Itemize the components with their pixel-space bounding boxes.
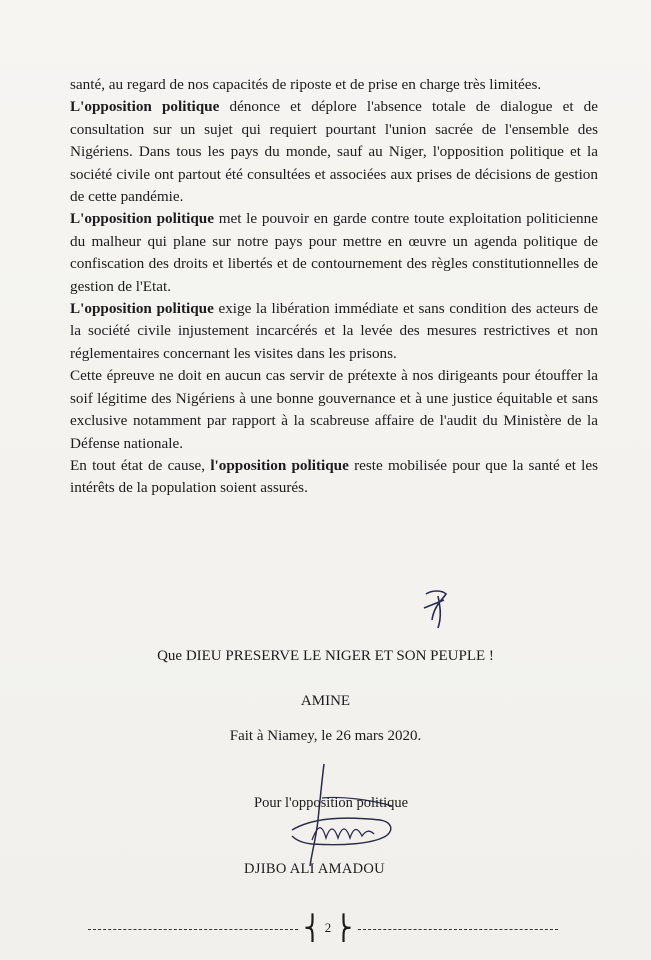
paragraph-3-text: met le pouvoir en garde contre toute exploitation politicienne du malheur qui plane sur notre pays pour mettre en œuvre un agenda politique de confiscation des droits et libertés et de contournement des règles constitutionnelles de gestion de l'Etat. [70,210,598,295]
paragraph-4-lead: L'opposition politique [70,300,214,318]
handwritten-initials-mark [420,586,456,630]
paragraph-6-text: reste mobilisée pour que la santé et les intérêts de la population soient assurés. [70,456,598,497]
page-number-open-bracket-icon: ⎨ [303,916,322,943]
page-number-value: 2 [324,920,332,935]
paragraph-6 [70,455,598,500]
place-date-line: Fait à Niamey, le 26 mars 2020. [229,728,422,744]
paragraph-2-text: dénonce et déplore l'absence totale de dialogue et de consultation sur un sujet qui requiert pourtant l'union sacrée de l'ensemble des Nigériens. Dans tous les pays du monde, sauf au Niger, l'opposition politique et la société civile ont partout été consultées et associées aux prises de décisions de gestion de cette pandémie. [70,98,598,206]
paragraph-1 [70,74,598,96]
amen-line: AMINE [300,693,351,709]
paragraph-2-lead: L'opposition politique [70,98,220,116]
handwritten-signature [282,760,412,870]
signatory-name: DJIBO ALI AMADOU [244,861,385,877]
paragraph-1-text: santé, au regard de nos capacités de riposte et de prise en charge très limitées. [70,76,542,93]
paragraph-3-lead: L'opposition politique [70,210,214,228]
paragraph-6-prefix: En tout état de cause, [70,456,211,474]
closing-invocation: Que DIEU PRESERVE LE NIGER ET SON PEUPLE ! [157,648,494,664]
paragraph-5 [70,365,598,455]
paragraph-2 [70,96,598,208]
page-number [300,913,356,943]
footer-rule-left [88,929,298,930]
signature-for-label: Pour l'opposition politique [254,795,409,811]
paragraph-4 [70,298,598,365]
paragraph-4-text: exige la libération immédiate et sans condition des acteurs de la société civile injustement incarcérés et la levée des mesures restrictives et non réglementaires concernant les visites dans les prisons. [70,300,598,362]
page-number-close-bracket-icon: ⎬ [334,916,353,943]
document-body [70,74,598,500]
footer-rule-right [358,929,558,930]
paragraph-6-lead: l'opposition politique [210,456,349,474]
paragraph-5-text: Cette épreuve ne doit en aucun cas servir de prétexte à nos dirigeants pour étouffer la soif légitime des Nigériens à une bonne gouvernance et à une justice équitable et sans exclusive notamment par rapport à la scabreuse affaire de l'audit du Ministère de la Défense nationale. [70,367,598,452]
paragraph-3 [70,208,598,298]
